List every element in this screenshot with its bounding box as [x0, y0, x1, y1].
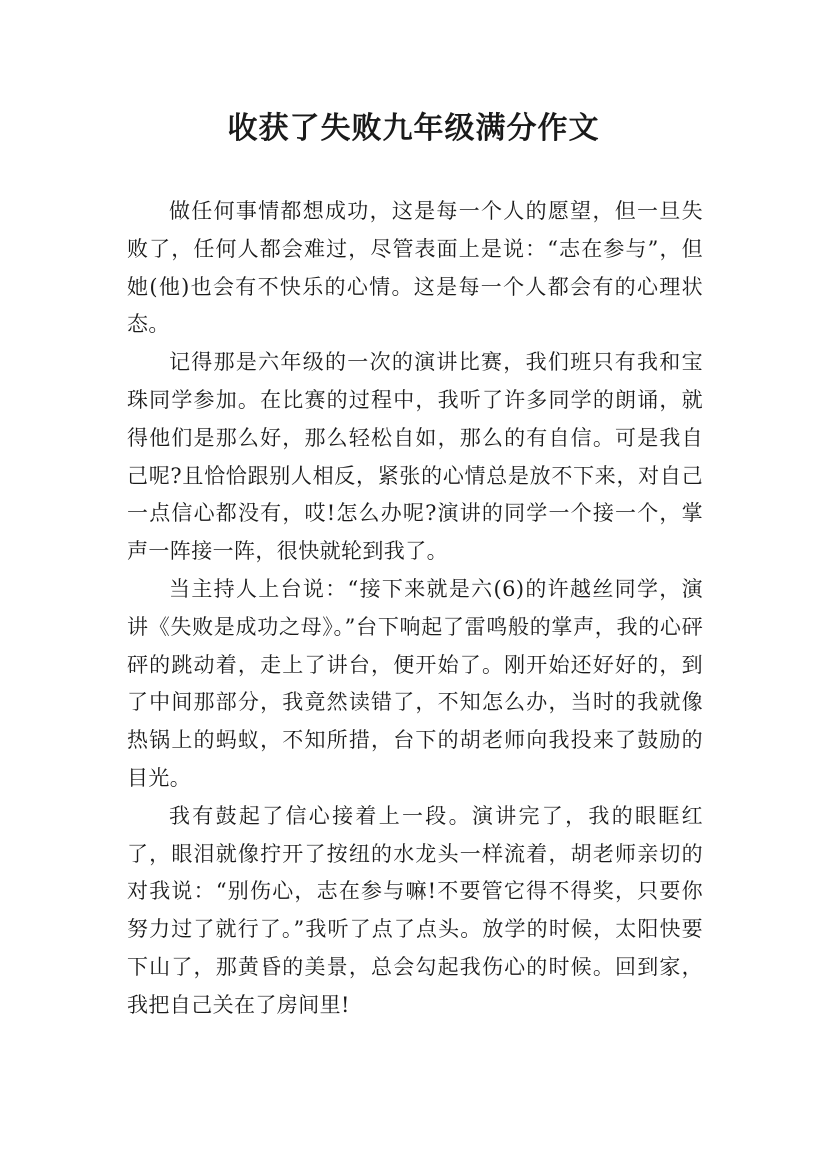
paragraph-2: 记得那是六年级的一次的演讲比赛，我们班只有我和宝珠同学参加。在比赛的过程中，我听了许多同学的朗诵，就得他们是那么好，那么轻松自如，那么的有自信。可是我自己呢?且恰恰跟别人相反，紧张的心情总是放不下来，对自己一点信心都没有，哎!怎么办呢?演讲的同学一个接一个，掌声一阵接一阵，很快就轮到我了。: [127, 350, 703, 564]
paragraph-1: 做任何事情都想成功，这是每一个人的愿望，但一旦失败了，任何人都会难过，尽管表面上是说：“志在参与”，但她(他)也会有不快乐的心情。这是每一个人都会有的心理状态。: [127, 199, 703, 337]
paragraph-3: 当主持人上台说：“接下来就是六(6)的许越丝同学，演讲《失败是成功之母》。”台下响起了雷鸣般的掌声，我的心砰砰的跳动着，走上了讲台，便开始了。刚开始还好好的，到了中间那部分，我竟然读错了，不知怎么办，当时的我就像热锅上的蚂蚁，不知所措，台下的胡老师向我投来了鼓励的目光。: [127, 576, 703, 790]
document-title: 收获了失败九年级满分作文: [227, 111, 600, 146]
document-body: [127, 193, 703, 1025]
paragraph-4: 我有鼓起了信心接着上一段。演讲完了，我的眼眶红了，眼泪就像拧开了按纽的水龙头一样流着，胡老师亲切的对我说：“别伤心，志在参与嘛!不要管它得不得奖，只要你努力过了就行了。”我听了点了点头。放学的时候，太阳快要下山了，那黄昏的美景，总会勾起我伤心的时候。回到家，我把自己关在了房间里!: [127, 803, 703, 1017]
